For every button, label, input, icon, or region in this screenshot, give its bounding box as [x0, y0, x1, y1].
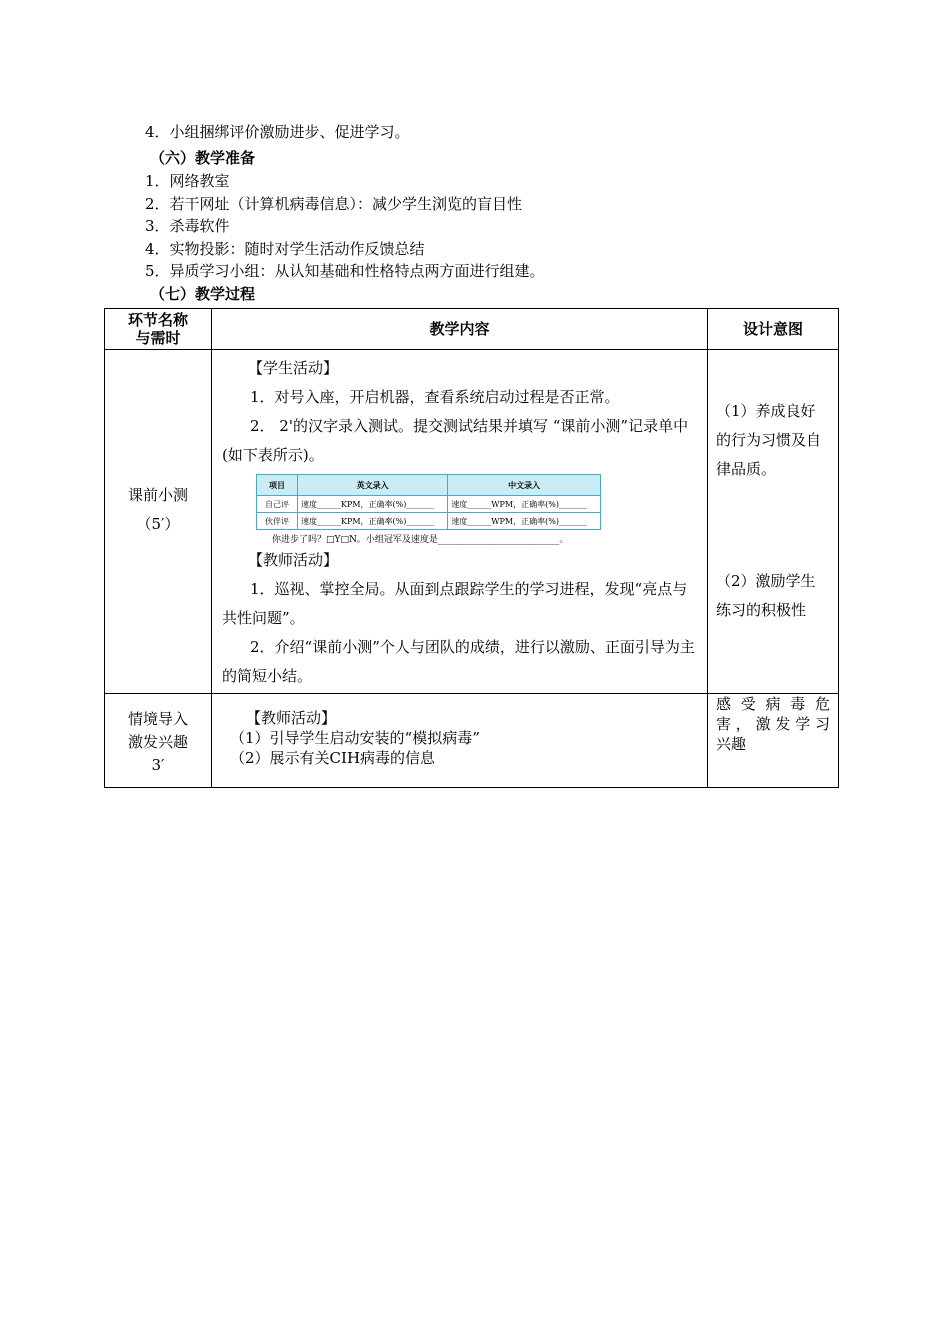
stage-name-line2: （5′） — [136, 514, 180, 533]
inner-cell: 速度______WPM，正确率(%)_______ — [448, 513, 601, 530]
header-stage — [105, 309, 212, 350]
stage-name-line2: 激发兴趣 — [127, 733, 188, 751]
teaching-process-table — [104, 308, 839, 788]
stage-name-cell — [105, 350, 212, 694]
stage-name-line3: 3′ — [151, 756, 165, 774]
intent-line2: 害，激发学习 — [716, 715, 830, 733]
teacher-activity-tag: 【教师活动】 — [246, 709, 337, 727]
teacher-item-1: （1）引导学生启动安装的“模拟病毒” — [230, 729, 480, 747]
inner-table-note: 你进步了吗？□Y□N。小组冠军及速度是___________________________。 — [272, 535, 569, 545]
intent-1: （1）养成良好的行为习惯及自律品质。 — [716, 402, 822, 478]
inner-header-english: 英文录入 — [298, 475, 448, 496]
inner-header-chinese: 中文录入 — [448, 475, 601, 496]
student-step-2: 2． 2'的汉字录入测试。提交测试结果并填写 “课前小测”记录单中(如下表所示)。 — [222, 417, 689, 464]
header-content: 教学内容 — [212, 309, 708, 350]
section6-item-2: 2．若干网址（计算机病毒信息）：减少学生浏览的盲目性 — [145, 195, 523, 213]
inner-row-label: 自己评 — [257, 496, 298, 513]
inner-header-item: 项目 — [257, 475, 298, 496]
inner-cell: 速度______WPM，正确率(%)_______ — [448, 496, 601, 513]
intent-cell — [708, 350, 839, 694]
stage-name-cell — [105, 694, 212, 788]
section6-item-4: 4．实物投影：随时对学生活动作反馈总结 — [145, 240, 425, 258]
student-step-1: 1．对号入座，开启机器，查看系统启动过程是否正常。 — [250, 388, 620, 406]
header-intent: 设计意图 — [708, 309, 839, 350]
section6-heading: （六）教学准备 — [150, 149, 256, 167]
teacher-item-2: （2）展示有关CIH病毒的信息 — [230, 749, 436, 767]
intent-line1: 感受病毒危 — [716, 695, 830, 713]
intent-2: （2）激励学生练习的积极性 — [716, 572, 816, 619]
intent-line3: 兴趣 — [716, 735, 747, 753]
content-cell — [212, 350, 708, 694]
header-stage-line2: 与需时 — [135, 329, 181, 347]
table-row — [105, 350, 839, 694]
inner-cell: 速度______KPM，正确率(%)_______ — [298, 513, 448, 530]
intent-cell — [708, 694, 839, 788]
teacher-step-2: 2．介绍“课前小测”个人与团队的成绩，进行以激励、正面引导为主的简短小结。 — [222, 638, 695, 685]
stage-name-line1: 情境导入 — [127, 710, 188, 728]
section7-heading: （七）教学过程 — [150, 285, 256, 303]
header-stage-line1: 环节名称 — [127, 311, 188, 329]
typing-test-record-table — [256, 474, 601, 530]
teacher-activity-tag: 【教师活动】 — [248, 551, 339, 569]
stage-name-line1: 课前小测 — [127, 485, 188, 504]
table-row — [105, 694, 839, 788]
table-header-row — [105, 309, 839, 350]
inner-cell: 速度______KPM，正确率(%)_______ — [298, 496, 448, 513]
section6-item-1: 1．网络教室 — [145, 172, 230, 190]
section6-item-3: 3．杀毒软件 — [145, 217, 230, 235]
inner-row-label: 伙伴评 — [257, 513, 298, 530]
student-activity-tag: 【学生活动】 — [248, 359, 339, 377]
content-cell — [212, 694, 708, 788]
section6-item-5: 5．异质学习小组：从认知基础和性格特点两方面进行组建。 — [145, 262, 545, 280]
teacher-step-1: 1．巡视、掌控全局。从面到点跟踪学生的学习进程，发现“亮点与共性问题”。 — [222, 580, 688, 627]
intro-item-4: 4．小组捆绑评价激励进步、促进学习。 — [145, 123, 410, 141]
